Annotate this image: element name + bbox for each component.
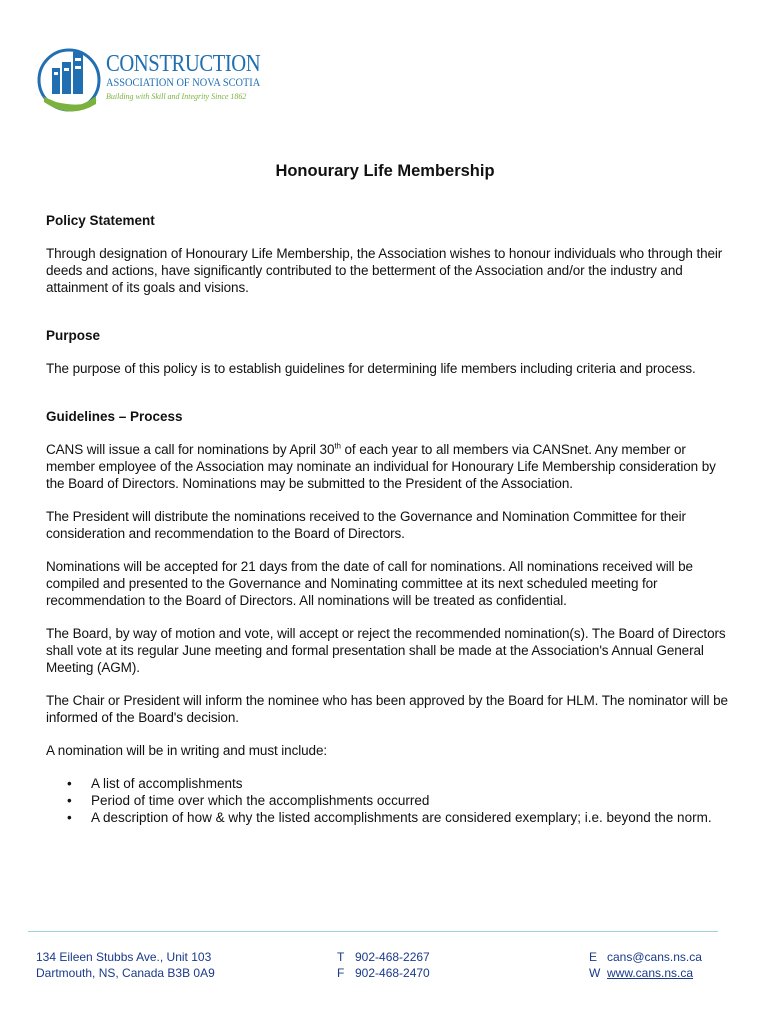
phone-number: 902-468-2267 bbox=[355, 950, 430, 964]
policy-paragraph: Through designation of Honourary Life Membership, the Association wishes to honour individuals who through their deeds and actions, have significantly contributed to the betterment of the Association and/or the industry and attainment of its goals and visions. bbox=[46, 246, 723, 295]
bullet-icon: • bbox=[67, 776, 72, 791]
page-title: Honourary Life Membership bbox=[275, 162, 495, 180]
document-body bbox=[46, 212, 736, 826]
footer-phone: T 902-468-2267 F 902-468-2470 bbox=[337, 950, 430, 980]
footer-address: 134 Eileen Stubbs Ave., Unit 103 Dartmouth, NS, Canada B3B 0A9 bbox=[36, 950, 215, 980]
fax-number: 902-468-2470 bbox=[355, 966, 430, 980]
guidelines-heading: Guidelines – Process bbox=[46, 409, 183, 424]
footer-divider bbox=[28, 931, 718, 932]
guideline-acceptance-period: Nominations will be accepted for 21 days from the date of call for nominations. All nominations received will be compiled and presented to the Governance and Nominating committee at its next scheduled meeting for recommendation to the Board of Directors. All nominations will be treated as confidential. bbox=[46, 559, 693, 608]
logo-subtitle: ASSOCIATION OF NOVA SCOTIA bbox=[106, 77, 261, 89]
bullet-icon: • bbox=[67, 793, 72, 808]
purpose-paragraph: The purpose of this policy is to establish guidelines for determining life members including criteria and process. bbox=[46, 361, 696, 376]
footer-contact: E cans@cans.ns.ca W www.cans.ns.ca bbox=[589, 950, 702, 980]
policy-heading: Policy Statement bbox=[46, 213, 155, 228]
guideline-notification: The Chair or President will inform the nominee who has been approved by the Board for HLM. The nominator will be informed of the Board's decision. bbox=[46, 693, 728, 725]
list-item: • A list of accomplishments bbox=[67, 776, 243, 791]
guideline-board-vote: The Board, by way of motion and vote, will accept or reject the recommended nomination(s). The Board of Directors shall vote at its regular June meeting and formal presentation shall be made at the Association's Annual General Meeting (AGM). bbox=[46, 626, 726, 675]
logo-name: CONSTRUCTION bbox=[106, 51, 261, 77]
guideline-distribution: The President will distribute the nominations received to the Governance and Nomination Committee for their consideration and recommendation to the Board of Directors. bbox=[46, 509, 686, 541]
list-item: • Period of time over which the accomplishments occurred bbox=[67, 793, 430, 808]
guideline-call-for-nominations: CANS will issue a call for nominations by April 30th of each year to all members via CANSnet. Any member or member employee of the Association may nominate an individual for Honourary Life Membership consideration by the Board of Directors. Nominations may be submitted to the President of the Association. bbox=[46, 441, 716, 491]
email-link[interactable]: cans@cans.ns.ca bbox=[607, 950, 702, 964]
nomination-requirements-intro: A nomination will be in writing and must include: bbox=[46, 743, 327, 758]
building-logo-icon bbox=[36, 44, 104, 112]
purpose-heading: Purpose bbox=[46, 328, 101, 343]
association-logo bbox=[36, 44, 261, 114]
logo-tagline: Building with Skill and Integrity Since 1862 bbox=[106, 92, 247, 101]
list-item: • A description of how & why the listed accomplishments are considered exemplary; i.e. beyond the norm. bbox=[67, 810, 712, 825]
requirements-list bbox=[46, 775, 736, 826]
website-link[interactable]: www.cans.ns.ca bbox=[607, 966, 694, 980]
bullet-icon: • bbox=[67, 810, 72, 825]
